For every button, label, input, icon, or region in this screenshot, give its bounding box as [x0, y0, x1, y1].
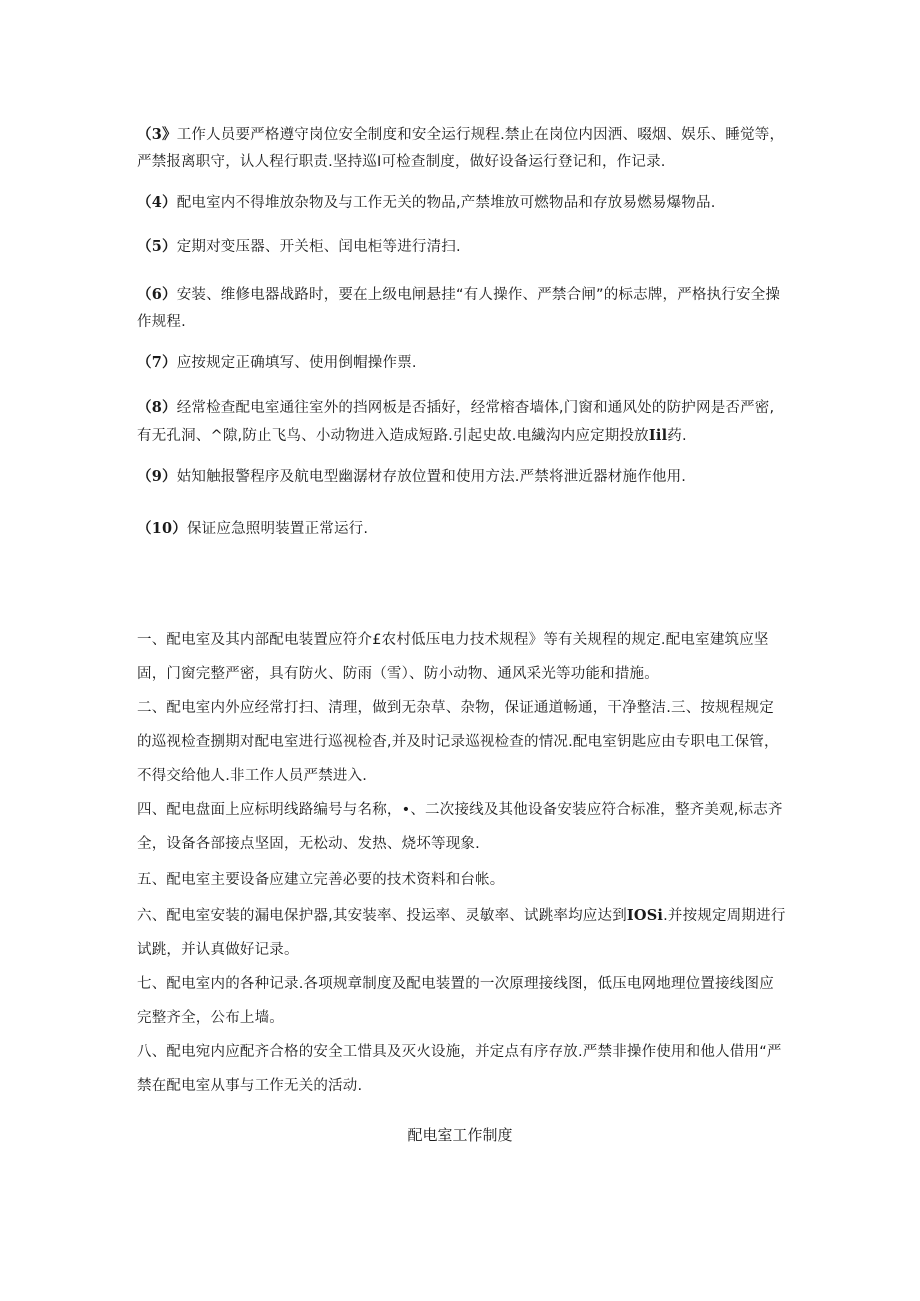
rule-number: （5）: [137, 238, 177, 255]
rule-text: 经常检查配电室通往室外的挡网板是否插好，经常榕杳墙体,门窗和通风处的防护网是否严密,有无孔洞、^隙,防止飞鸟、小动物进入造成短路.引起史故.电繊沟内应定期投放: [137, 400, 775, 444]
rule-text-tail: 药.: [667, 428, 687, 444]
section-title: 配电室工作制度: [407, 1126, 513, 1144]
rule-item-4: [137, 189, 787, 217]
rule-item-6: [137, 281, 787, 336]
rule-item-8: [137, 394, 787, 450]
article-text: 四、配电盘面上应标明线路编号与名称，•、二次接线及其他设备安装应符合标准，整齐美观,标志齐全，设备各部接点坚固，无松动、发热、烧坏等现象.: [137, 802, 783, 852]
rule-text: 安装、维修电器战路时，要在上级电闸悬挂“有人操作、严禁合闸”的标志牌，严格执行安全操作规程.: [137, 287, 781, 330]
rule-text: 定期对变压器、开关柜、闰电柜等进行清扫.: [176, 239, 461, 255]
article-text: .并按规定周期进行试跳，并认真做好记录。: [137, 908, 786, 958]
article-text: 七、配电室内的各种记录.各项规章制度及配电装置的一次原理接线图，低压电网地理位置接线图应完整齐全，公布上墙。: [137, 976, 774, 1026]
rule-item-3: [137, 121, 787, 176]
article-text: 六、配电室安装的漏电保护器,其安装率、投运率、灵敏率、试跳率均应达到: [137, 908, 627, 924]
rule-text: 应按规定正确填写、使用倒帽操作票.: [176, 355, 417, 371]
article-8: [137, 1035, 787, 1103]
rule-text: 保证应急照明装置正常运行.: [186, 521, 369, 537]
rule-number: （8）: [137, 399, 177, 416]
article-6: [137, 899, 787, 967]
rule-text: 姑知触报警程序及航电型幽潺材存放位置和使用方法.严禁将泄近器材施作他用.: [176, 469, 687, 485]
rule-number: （3》: [137, 126, 177, 143]
rule-number: （6）: [137, 286, 177, 303]
article-text-bold: IOSi: [626, 907, 664, 924]
article-4: [137, 793, 787, 861]
rule-item-5: [137, 233, 787, 261]
rule-item-10: [137, 515, 787, 543]
article-7: [137, 967, 787, 1035]
rule-number: （7）: [137, 354, 177, 371]
article-text: 二、配电室内外应经常打扫、清理，做到无杂草、杂物，保证通道畅通，干净整洁.三、按规程规定的巡视检查捌期对配电室进行巡视检杳,并及时记录巡视检查的情况.配电室钥匙应由专职电工保管，不得交给他人.非工作人员严禁进入.: [137, 700, 779, 784]
rule-number: （4）: [137, 194, 177, 211]
article-text: 八、配电宛内应配齐合格的安全工惜具及灭火设施，并定点有序存放.严禁非操作使用和他人借用“严禁在配电室从事与工作无关的活动.: [137, 1044, 782, 1094]
rule-item-9: [137, 463, 787, 491]
article-2-3: [137, 691, 787, 793]
rule-text: 工作人员要严格遵守岗位安全制度和安全运行规程.禁止在岗位内因洒、啜烟、娱乐、睡觉等，严禁报离职守，认人程行职责.坚持巡I可检查制度，做好设备运行登记和，作记录.: [137, 127, 785, 170]
article-5: [137, 863, 787, 897]
rule-text: 配电室内不得堆放杂物及与工作无关的物品,产禁堆放可燃物品和存放易燃易爆物品.: [176, 195, 716, 211]
rule-number: （10）: [137, 520, 187, 537]
rule-number: （9）: [137, 468, 177, 485]
article-text: 五、配电室主要设备应建立完善必要的技术资料和台帐。: [137, 872, 505, 888]
article-1: [137, 623, 787, 691]
rule-text-bold: Iil: [648, 427, 668, 444]
article-text: 一、配电室及其内部配电装置应符介£农村低压电力技术规程》等有关规程的规定.配电室建筑应坚固，门窗完整严密，具有防火、防雨（雪）、防小动物、通风采光等功能和措施。: [137, 632, 769, 682]
rule-item-7: [137, 349, 787, 377]
